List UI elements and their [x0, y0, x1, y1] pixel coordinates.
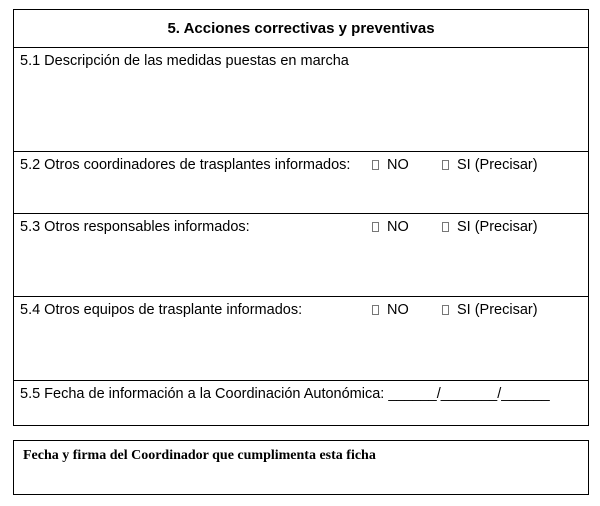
other-responsibles-label: 5.3 Otros responsables informados: [20, 219, 250, 235]
section-title: 5. Acciones correctivas y preventivas [167, 20, 435, 37]
autonomic-coordination-date-label: 5.5 Fecha de información a la Coordinación Autonómica: ______/_______/______ [20, 386, 550, 402]
other-transplant-teams-no-option[interactable] [372, 302, 409, 318]
other-coordinators-label: 5.2 Otros coordinadores de trasplantes informados: [20, 157, 351, 173]
row-measures-description[interactable] [14, 47, 588, 151]
checkbox-icon[interactable] [372, 160, 379, 170]
signature-label: Fecha y firma del Coordinador que cumplimenta esta ficha [23, 448, 376, 463]
option-no-label: NO [387, 219, 409, 235]
option-no-label: NO [387, 302, 409, 318]
row-autonomic-coordination-date[interactable] [14, 380, 588, 425]
measures-description-label: 5.1 Descripción de las medidas puestas en marcha [20, 53, 349, 69]
other-coordinators-si-option[interactable] [442, 157, 538, 173]
option-no-label: NO [387, 157, 409, 173]
checkbox-icon[interactable] [372, 305, 379, 315]
other-transplant-teams-label: 5.4 Otros equipos de trasplante informados: [20, 302, 303, 318]
checkbox-icon[interactable] [442, 222, 449, 232]
checkbox-icon[interactable] [442, 160, 449, 170]
option-si-label: SI (Precisar) [457, 219, 538, 235]
other-transplant-teams-si-option[interactable] [442, 302, 538, 318]
coordinator-signature-box[interactable] [13, 440, 589, 495]
corrective-actions-table [13, 9, 589, 426]
other-responsibles-si-option[interactable] [442, 219, 538, 235]
other-responsibles-no-option[interactable] [372, 219, 409, 235]
checkbox-icon[interactable] [442, 305, 449, 315]
option-si-label: SI (Precisar) [457, 157, 538, 173]
row-other-coordinators [14, 151, 588, 213]
section-header [14, 10, 588, 47]
option-si-label: SI (Precisar) [457, 302, 538, 318]
row-other-transplant-teams [14, 296, 588, 380]
checkbox-icon[interactable] [372, 222, 379, 232]
other-coordinators-no-option[interactable] [372, 157, 409, 173]
row-other-responsibles [14, 213, 588, 296]
